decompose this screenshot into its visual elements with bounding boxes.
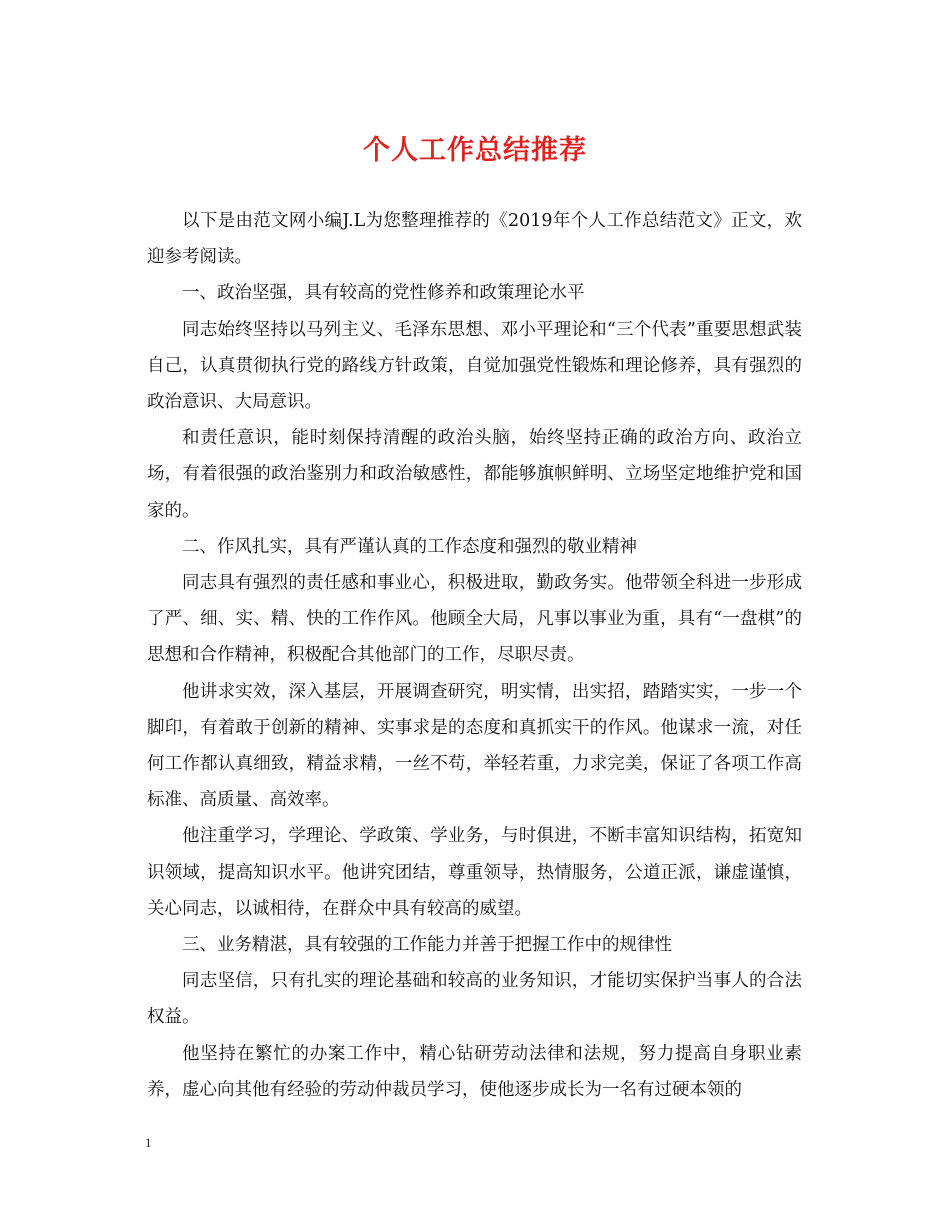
document-body [147, 203, 802, 1108]
paragraph: 同志具有强烈的责任感和事业心，积极进取，勤政务实。他带领全科进一步形成了严、细、实、精、快的工作作风。他顾全大局，凡事以事业为重，具有“一盘棋”的思想和合作精神，积极配合其他部门的工作，尽职尽责。 [147, 573, 802, 666]
paragraph: 和责任意识，能时刻保持清醒的政治头脑，始终坚持正确的政治方向、政治立场，有着很强的政治鉴别力和政治敏感性，都能够旗帜鲜明、立场坚定地维护党和国家的。 [147, 428, 802, 521]
page-number: 1 [145, 1135, 152, 1150]
section-heading-2: 二、作风扎实，具有严谨认真的工作态度和强烈的敬业精神 [182, 536, 637, 557]
paragraph: 他注重学习，学理论、学政策、学业务，与时俱进，不断丰富知识结构，拓宽知识领域，提高知识水平。他讲究团结，尊重领导，热情服务，公道正派，谦虚谨慎，关心同志，以诚相待，在群众中具有较高的威望。 [147, 826, 802, 919]
section-heading-1: 一、政治坚强，具有较高的党性修养和政策理论水平 [182, 283, 585, 304]
paragraph: 他讲求实效，深入基层，开展调查研究，明实情，出实招，踏踏实实，一步一个脚印，有着敢于创新的精神、实事求是的态度和真抓实干的作风。他谋求一流，对任何工作都认真细致，精益求精，一丝不苟，举轻若重，力求完美，保证了各项工作高标准、高质量、高效率。 [147, 681, 802, 811]
paragraph-intro: 以下是由范文网小编J.L为您整理推荐的《2019年个人工作总结范文》正文，欢迎参考阅读。 [147, 211, 802, 268]
document-title: 个人工作总结推荐 [363, 135, 587, 166]
paragraph: 他坚持在繁忙的办案工作中，精心钻研劳动法律和法规，努力提高自身职业素养，虚心向其他有经验的劳动仲裁员学习，使他逐步成长为一名有过硬本领的 [147, 1043, 802, 1100]
section-heading-3: 三、业务精湛，具有较强的工作能力并善于把握工作中的规律性 [182, 935, 672, 956]
paragraph: 同志始终坚持以马列主义、毛泽东思想、邓小平理论和“三个代表”重要思想武装自己，认真贯彻执行党的路线方针政策，自觉加强党性锻炼和理论修养，具有强烈的政治意识、大局意识。 [147, 319, 802, 413]
paragraph: 同志坚信，只有扎实的理论基础和较高的业务知识，才能切实保护当事人的合法权益。 [147, 971, 802, 1028]
